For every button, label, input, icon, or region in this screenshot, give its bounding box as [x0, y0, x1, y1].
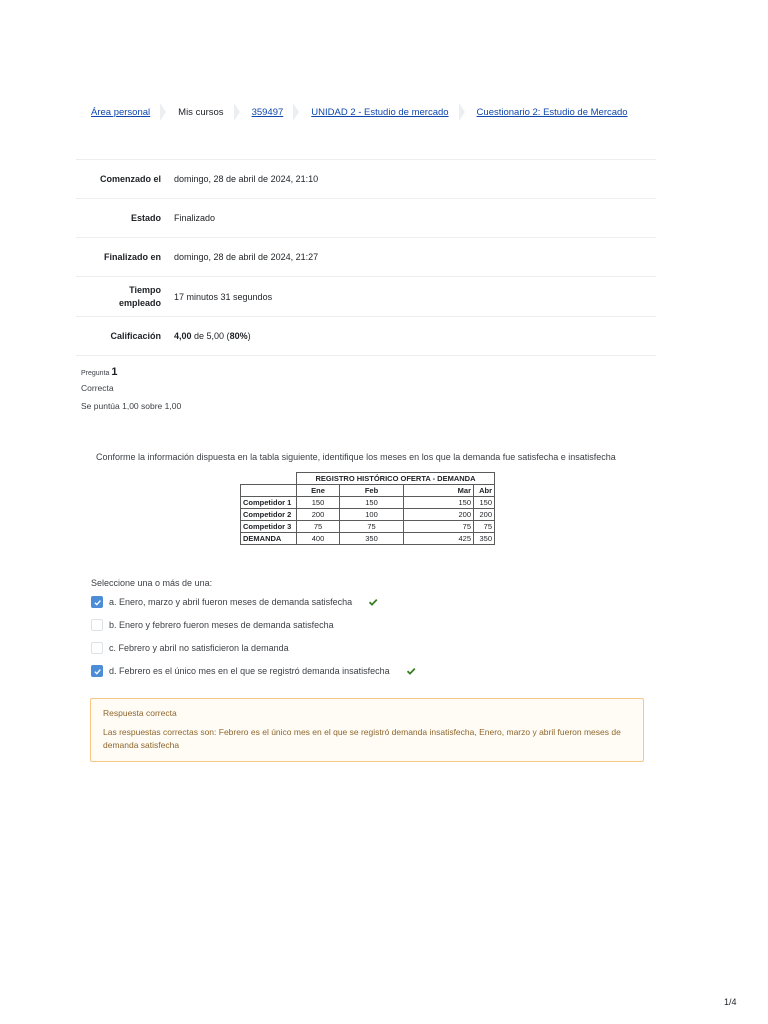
summary-value: domingo, 28 de abril de 2024, 21:27 — [174, 252, 319, 262]
breadcrumb-course[interactable]: 359497 — [251, 106, 284, 118]
table-header: Mar — [404, 485, 474, 497]
question-grade: Se puntúa 1,00 sobre 1,00 — [81, 401, 182, 411]
correct-tick-icon — [406, 666, 416, 676]
answer-option-d[interactable] — [91, 664, 416, 678]
supply-demand-table — [240, 472, 495, 545]
correct-tick-icon — [368, 597, 378, 607]
table-row-label: DEMANDA — [241, 533, 297, 545]
attempt-summary-table — [76, 159, 656, 356]
table-corner — [241, 485, 297, 497]
breadcrumb-unit[interactable]: UNIDAD 2 - Estudio de mercado — [311, 106, 449, 118]
table-row — [241, 521, 495, 533]
summary-value: Finalizado — [174, 213, 216, 223]
summary-value — [166, 331, 251, 341]
table-cell: 350 — [340, 533, 404, 545]
check-icon — [93, 598, 102, 607]
breadcrumb-separator — [459, 103, 465, 121]
check-icon — [93, 667, 102, 676]
table-cell: 425 — [404, 533, 474, 545]
breadcrumb — [91, 104, 628, 120]
table-cell: 150 — [297, 497, 340, 509]
summary-row-grade — [76, 317, 656, 356]
checkbox-checked[interactable] — [91, 596, 103, 608]
table-row — [241, 509, 495, 521]
table-title: REGISTRO HISTÓRICO OFERTA - DEMANDA — [297, 473, 495, 485]
summary-label: Finalizado en — [103, 251, 161, 262]
answer-option-b[interactable] — [91, 618, 334, 632]
table-cell: 350 — [474, 533, 495, 545]
table-cell: 75 — [340, 521, 404, 533]
grade-percent: 80% — [229, 331, 248, 341]
table-cell: 150 — [404, 497, 474, 509]
table-row — [241, 533, 495, 545]
summary-value: 17 minutos 31 segundos — [174, 291, 273, 302]
table-cell: 75 — [474, 521, 495, 533]
question-number-label: Pregunta — [81, 370, 110, 377]
checkbox-unchecked[interactable] — [91, 619, 103, 631]
checkbox-checked[interactable] — [91, 665, 103, 677]
feedback-title: Respuesta correcta — [103, 708, 177, 718]
summary-label: Comenzado el — [99, 173, 161, 184]
answer-label: a. Enero, marzo y abril fueron meses de demanda satisfecha — [109, 597, 353, 607]
table-header: Ene — [297, 485, 340, 497]
grade-mid: de 5,00 ( — [191, 331, 230, 341]
summary-label: Calificación — [110, 330, 161, 341]
summary-row-finished — [76, 238, 656, 277]
question-state: Correcta — [81, 383, 114, 393]
page-number: 1/4 — [724, 997, 737, 1007]
table-cell: 150 — [474, 497, 495, 509]
table-row-label: Competidor 3 — [241, 521, 297, 533]
summary-row-state — [76, 199, 656, 238]
feedback-box — [90, 698, 644, 762]
summary-label — [76, 284, 166, 310]
table-cell: 75 — [404, 521, 474, 533]
question-info — [81, 366, 181, 411]
answer-option-c[interactable] — [91, 641, 289, 655]
breadcrumb-separator — [293, 103, 299, 121]
breadcrumb-area-personal[interactable]: Área personal — [91, 106, 151, 118]
question-number-value: 1 — [111, 366, 118, 378]
table-cell: 100 — [340, 509, 404, 521]
summary-label-line: Tiempo — [129, 284, 161, 295]
table-cell: 200 — [297, 509, 340, 521]
table-cell: 200 — [404, 509, 474, 521]
checkbox-unchecked[interactable] — [91, 642, 103, 654]
table-cell: 75 — [297, 521, 340, 533]
table-cell: 200 — [474, 509, 495, 521]
question-number — [81, 366, 181, 378]
table-row-label: Competidor 2 — [241, 509, 297, 521]
answer-label: c. Febrero y abril no satisficieron la demanda — [109, 643, 289, 653]
table-header: Feb — [340, 485, 404, 497]
table-cell: 400 — [297, 533, 340, 545]
answer-label: d. Febrero es el único mes en el que se registró demanda insatisfecha — [109, 666, 390, 676]
answer-prompt: Seleccione una o más de una: — [91, 578, 213, 588]
breadcrumb-separator — [234, 103, 240, 121]
summary-label-line: empleado — [118, 297, 161, 308]
breadcrumb-mis-cursos[interactable]: Mis cursos — [178, 106, 224, 118]
answer-label: b. Enero y febrero fueron meses de demanda satisfecha — [109, 620, 334, 630]
summary-row-started — [76, 160, 656, 199]
table-row — [241, 497, 495, 509]
table-empty-cell — [241, 473, 297, 485]
summary-value: domingo, 28 de abril de 2024, 21:10 — [174, 174, 319, 184]
breadcrumb-quiz[interactable]: Cuestionario 2: Estudio de Mercado — [476, 106, 628, 118]
feedback-text: Las respuestas correctas son: Febrero es el único mes en el que se registró demanda insatisfecha, Enero, marzo y abril fueron meses de demanda satisfecha — [103, 727, 621, 750]
summary-label: Estado — [130, 212, 161, 223]
table-cell: 150 — [340, 497, 404, 509]
grade-end: ) — [247, 331, 251, 341]
answer-option-a[interactable] — [91, 595, 378, 609]
table-header: Abr — [474, 485, 495, 497]
summary-row-time — [76, 277, 656, 317]
breadcrumb-separator — [160, 103, 166, 121]
question-text: Conforme la información dispuesta en la tabla siguiente, identifique los meses en los que la demanda fue satisfecha e insatisfecha — [96, 452, 616, 462]
table-row-label: Competidor 1 — [241, 497, 297, 509]
grade-score: 4,00 — [174, 331, 192, 341]
